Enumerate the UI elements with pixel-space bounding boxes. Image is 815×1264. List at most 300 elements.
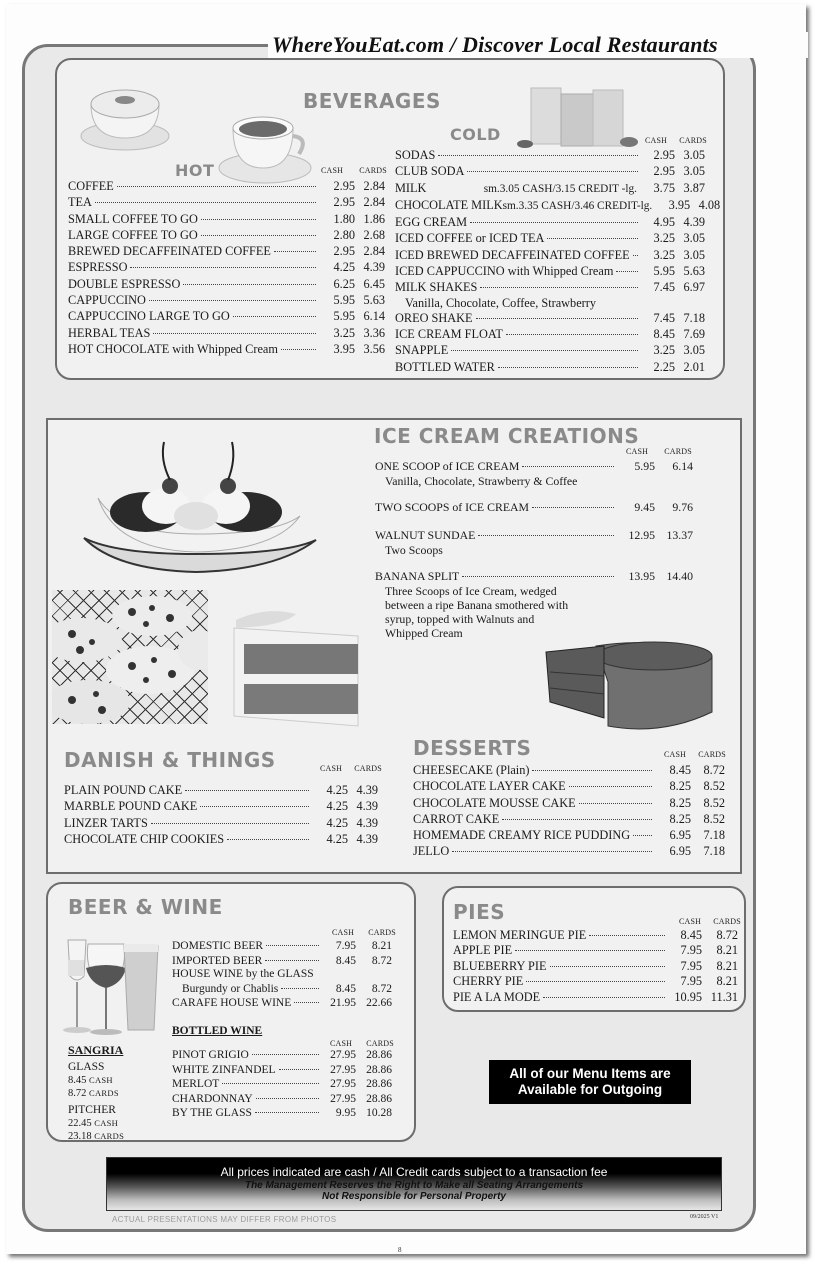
hot-title: HOT (175, 161, 215, 180)
cards-header: CARDS (354, 764, 382, 773)
menu-item-name: CHOCOLATE LAYER CAKE (413, 779, 566, 794)
card-price: 8.21 (716, 958, 738, 973)
cards-header: CARDS (368, 928, 396, 937)
outgoing-notice: All of our Menu Items are Available for Outgoing (489, 1060, 691, 1104)
dot-leader (476, 309, 638, 319)
menu-item-name: OREO SHAKE (395, 310, 473, 325)
menu-item-row (68, 194, 385, 210)
menu-item-row (413, 762, 725, 778)
menu-item-row (413, 843, 725, 859)
card-price: 4.39 (356, 783, 378, 797)
card-price: 6.45 (363, 276, 385, 291)
desserts-title: DESSERTS (413, 736, 532, 760)
cash-price: 5.95 (634, 459, 655, 473)
cash-header: CASH (679, 917, 702, 926)
dot-leader (294, 993, 319, 1003)
danish-title: DANISH & THINGS (64, 748, 276, 772)
card-price: 13.37 (666, 527, 693, 542)
espresso-cup-icon (217, 98, 317, 188)
menu-item-row (172, 1106, 392, 1121)
cash-price: 10.95 (674, 989, 702, 1004)
dot-leader (130, 258, 316, 268)
footer-property-note: Not Responsible for Personal Property (322, 1191, 506, 1202)
cash-price: 7.45 (653, 310, 675, 325)
sangria-block (68, 1044, 124, 1143)
cash-price: 6.95 (669, 828, 691, 843)
menu-item-description: Two Scoops (385, 542, 443, 557)
menu-item-name: CHERRY PIE (453, 974, 524, 989)
dot-leader (480, 278, 638, 288)
cash-price: 27.95 (330, 1078, 356, 1090)
dot-leader (149, 291, 316, 301)
dot-leader (438, 146, 638, 156)
card-price: 10.28 (366, 1107, 392, 1119)
menu-item-name: ICE CREAM FLOAT (395, 326, 503, 341)
dot-leader (502, 810, 652, 820)
card-price: 8.72 (371, 982, 392, 995)
cash-price: 7.45 (653, 280, 675, 295)
ice-cream-column-headers (626, 447, 692, 456)
sangria-glass-cash: 8.45 CASH (68, 1075, 113, 1086)
menu-item-name: BLUEBERRY PIE (453, 958, 547, 973)
cash-header: CASH (332, 928, 355, 937)
card-price: 8.21 (371, 940, 392, 952)
card-price: 3.05 (683, 164, 705, 179)
menu-item-name: ONE SCOOP of ICE CREAM (375, 459, 520, 473)
dot-leader (222, 1074, 319, 1084)
cash-price: 8.45 (335, 954, 356, 967)
card-price: 3.36 (363, 325, 385, 340)
dot-leader (255, 1103, 319, 1113)
menu-item-row (413, 795, 725, 811)
banana-split-image (76, 430, 320, 580)
dot-leader (185, 781, 309, 791)
dot-leader (589, 926, 665, 936)
menu-item-name: JELLO (413, 844, 450, 859)
card-price: 4.39 (356, 815, 378, 830)
dot-leader (506, 325, 638, 335)
cash-price: 5.95 (333, 293, 355, 308)
card-price: 28.86 (366, 1078, 392, 1090)
version-label: 09/2025 V1 (690, 1214, 719, 1220)
dot-leader (569, 777, 652, 787)
cash-price: 6.95 (669, 844, 691, 859)
cash-header: CASH (320, 764, 343, 773)
beer-wine-title: BEER & WINE (68, 895, 223, 919)
dot-leader (451, 341, 638, 351)
card-price: 14.40 (666, 568, 693, 583)
menu-item-name: MILK (395, 180, 427, 195)
card-price: 5.63 (363, 293, 385, 308)
desserts-panel (46, 418, 742, 874)
menu-item-row (68, 211, 385, 227)
card-price: 11.31 (710, 989, 738, 1004)
dot-leader (274, 242, 316, 252)
dot-leader (467, 162, 638, 172)
menu-item-name: CHOCOLATE MOUSSE CAKE (413, 795, 576, 810)
menu-item-row (68, 276, 385, 292)
menu-item-name: MILK SHAKES (395, 280, 478, 295)
cash-price: 7.95 (680, 943, 702, 958)
card-price: 4.39 (356, 831, 378, 846)
menu-item-row (64, 782, 378, 798)
cash-price: 8.45 (680, 928, 702, 942)
menu-item-row (413, 811, 725, 827)
menu-item-row (375, 568, 693, 584)
menu-item-name: MARBLE POUND CAKE (64, 799, 198, 814)
chocolate-cake-image (542, 632, 720, 742)
menu-item-row (68, 178, 385, 194)
menu-item-description: Three Scoops of Ice Cream, wedged (385, 584, 557, 599)
menu-item-description: between a ripe Banana smothered with (385, 598, 569, 613)
menu-item-name: TEA (68, 195, 92, 210)
menu-item-name: CAPPUCCINO (68, 293, 146, 308)
card-price: 22.66 (366, 997, 392, 1009)
cash-price: 4.25 (326, 815, 348, 830)
card-price: 6.14 (363, 309, 385, 324)
cash-price: 13.95 (628, 568, 655, 583)
cash-header: CASH (664, 750, 687, 759)
menu-item-row (375, 458, 693, 474)
menu-item-row (68, 243, 385, 259)
cash-price: 7.95 (335, 940, 356, 952)
cappuccino-cup-icon (77, 76, 173, 156)
site-header-title: WhereYouEat.com / Discover Local Restaurants (268, 32, 808, 58)
menu-item-row (395, 247, 705, 263)
dot-leader (616, 262, 638, 272)
cards-header: CARDS (713, 917, 741, 926)
menu-item-name: ICED BREWED DECAFFEINATED COFFEE (395, 247, 630, 262)
card-price: 8.52 (703, 795, 725, 810)
menu-item-name: CAPPUCCINO LARGE TO GO (68, 309, 230, 324)
ice-cream-creations-title: ICE CREAM CREATIONS (374, 424, 640, 448)
cold-title: COLD (450, 125, 501, 144)
cash-price: 5.95 (333, 309, 355, 324)
cash-price: 2.95 (653, 164, 675, 179)
card-price: 8.52 (703, 779, 725, 794)
cash-price: 1.80 (333, 211, 355, 226)
sangria-pitcher-label: PITCHER (68, 1104, 116, 1116)
cash-price: 3.75 (653, 180, 675, 195)
danish-column-headers (320, 764, 382, 773)
menu-item-description: Vanilla, Chocolate, Strawberry & Coffee (385, 474, 578, 489)
pies-title: PIES (453, 900, 506, 924)
cold-beverages-list (395, 147, 721, 375)
cash-price: 8.45 (335, 982, 356, 995)
cash-price: 4.95 (653, 215, 675, 230)
menu-item-row (395, 326, 705, 342)
cash-price: 8.25 (669, 811, 691, 826)
menu-item-name: MERLOT (172, 1078, 220, 1090)
menu-item-name: SMALL COFFEE TO GO (68, 211, 198, 226)
menu-item-name: BOTTLED WATER (395, 359, 495, 374)
cash-price: 21.95 (330, 997, 356, 1009)
menu-item-row (395, 279, 705, 295)
footer-seating-note: The Management Reserves the Right to Make all Seating Arrangements (244, 1180, 584, 1191)
card-price: 8.72 (703, 763, 725, 777)
menu-item-name: HOMEMADE CREAMY RICE PUDDING (413, 828, 631, 843)
menu-item-name: ICED CAPPUCCINO with Whipped Cream (395, 264, 614, 279)
menu-item-description: syrup, topped with Walnuts and (385, 612, 535, 627)
cash-price: 27.95 (330, 1092, 356, 1105)
dot-leader (547, 229, 638, 239)
menu-item-row (413, 778, 725, 794)
cash-header: CASH (645, 136, 668, 145)
card-price: 3.87 (683, 180, 705, 195)
menu-item-name: PINOT GRIGIO (172, 1049, 249, 1061)
dot-leader (532, 498, 614, 508)
dot-leader (151, 814, 309, 824)
cards-header: CARDS (664, 447, 692, 456)
dot-leader (498, 358, 638, 368)
card-price: 28.86 (366, 1063, 392, 1076)
card-price: 3.05 (683, 343, 705, 358)
menu-item-name: BANANA SPLIT (375, 568, 460, 583)
card-price: 3.05 (683, 231, 705, 246)
menu-item-name: LINZER TARTS (64, 815, 148, 830)
menu-item-name: HOT CHOCOLATE with Whipped Cream (68, 341, 278, 356)
dot-leader (201, 226, 316, 236)
menu-item-row (68, 341, 385, 357)
hot-column-headers (321, 166, 387, 175)
cards-header: CARDS (698, 750, 726, 759)
beverages-panel (55, 58, 725, 380)
card-price: 7.18 (683, 310, 705, 325)
cash-price: 3.25 (653, 231, 675, 246)
menu-item-row (395, 147, 705, 163)
dot-leader (633, 246, 638, 256)
menu-item-name: CHOCOLATE CHIP COOKIES (64, 831, 225, 846)
cash-header: CASH (626, 447, 649, 456)
menu-item-row (68, 292, 385, 308)
cash-price: 5.95 (653, 264, 675, 279)
menu-item-name: SODAS (395, 148, 436, 162)
cash-price: 4.25 (326, 783, 348, 797)
page-number: 8 (398, 1246, 402, 1254)
card-price: 9.76 (672, 500, 693, 515)
pies-list (453, 928, 738, 1005)
cash-price: 2.80 (333, 227, 355, 242)
card-price: 8.72 (716, 928, 738, 942)
menu-item-name: COFFEE (68, 179, 114, 193)
cash-price: 27.95 (330, 1049, 356, 1061)
ice-cream-list (375, 458, 693, 640)
dot-leader (153, 324, 316, 334)
dot-leader (256, 1089, 319, 1099)
cash-price: 3.25 (653, 343, 675, 358)
cash-price: 3.25 (333, 325, 355, 340)
cash-price: 4.25 (333, 260, 355, 275)
card-price: 4.39 (683, 215, 705, 230)
dot-leader (265, 951, 319, 961)
desserts-column-headers (664, 750, 726, 759)
menu-item-row (172, 982, 392, 997)
card-price: 4.39 (363, 260, 385, 275)
menu-item-name: CHEESECAKE (Plain) (413, 763, 530, 777)
cash-price: 8.45 (669, 763, 691, 777)
dot-leader (526, 972, 665, 982)
dot-leader (532, 761, 652, 771)
card-price: 6.97 (683, 280, 705, 295)
bottled-wine-column-headers (330, 1039, 394, 1048)
dot-leader (117, 177, 316, 187)
card-price: 8.52 (703, 811, 725, 826)
menu-item-name: CARROT CAKE (413, 811, 500, 826)
cash-price: 27.95 (330, 1063, 356, 1076)
bottled-wine-list (172, 1048, 392, 1121)
menu-item-name: DOMESTIC BEER (172, 940, 264, 952)
wine-beer-glasses-image (62, 932, 162, 1036)
card-price: 2.84 (363, 179, 385, 193)
cash-price: 3.95 (668, 197, 691, 212)
menu-item-name: Burgundy or Chablis (182, 982, 279, 995)
cash-price: 2.95 (333, 244, 355, 259)
cash-price: 8.45 (653, 326, 675, 341)
menu-item-row (68, 308, 385, 324)
dot-leader (227, 830, 309, 840)
menu-item-name: WALNUT SUNDAE (375, 527, 476, 542)
card-price: 3.05 (683, 148, 705, 162)
menu-item-row (395, 163, 705, 179)
menu-item-name: ESPRESSO (68, 260, 128, 275)
menu-item-row (395, 359, 705, 375)
menu-item-size-detail: sm.3.05 CASH/3.15 CREDIT -lg. (483, 182, 637, 195)
dot-leader (462, 567, 614, 577)
hot-beverages-list (68, 178, 385, 357)
menu-item-row (413, 827, 725, 843)
dot-leader (550, 957, 666, 967)
menu-item-row (395, 197, 721, 214)
card-price: 1.86 (363, 211, 385, 226)
cash-price: 8.25 (669, 795, 691, 810)
menu-item-name: CARAFE HOUSE WINE (172, 997, 292, 1009)
sangria-pitcher-cards: 23.18 CARDS (68, 1131, 125, 1142)
cash-price: 12.95 (628, 527, 655, 542)
menu-item-row (395, 310, 705, 326)
dot-leader (452, 842, 652, 852)
cash-price: 6.25 (333, 276, 355, 291)
menu-item-name: IMPORTED BEER (172, 954, 263, 967)
card-price: 2.68 (363, 227, 385, 242)
footer-banner (106, 1157, 722, 1211)
beer-wine-panel (46, 882, 416, 1142)
menu-item-name: PLAIN POUND CAKE (64, 783, 183, 797)
menu-item-name: LEMON MERINGUE PIE (453, 928, 587, 942)
sangria-glass-cards: 8.72 CARDS (68, 1088, 119, 1099)
menu-item-name: CHARDONNAY (172, 1092, 253, 1105)
danish-list (64, 782, 378, 847)
dot-leader (266, 936, 319, 946)
menu-item-row (68, 259, 385, 275)
cash-price: 7.95 (680, 958, 702, 973)
card-price: 7.18 (703, 828, 725, 843)
cash-price: 2.95 (653, 148, 675, 162)
menu-item-row (395, 230, 705, 246)
cash-price: 8.25 (669, 779, 691, 794)
cards-header: CARDS (359, 166, 387, 175)
menu-item-description: Whipped Cream (385, 626, 463, 641)
cash-price: 2.95 (333, 195, 355, 210)
menu-item-size-detail: sm.3.35 CASH/3.46 CREDIT-lg. (502, 199, 653, 212)
menu-item-name: WHITE ZINFANDEL (172, 1063, 276, 1076)
dot-leader (579, 794, 652, 804)
card-price: 2.84 (363, 244, 385, 259)
card-price: 8.72 (371, 954, 392, 967)
menu-item-row (395, 263, 705, 279)
menu-item-row (68, 227, 385, 243)
menu-item-name: CHOCOLATE MILK (395, 197, 503, 212)
card-price: 5.63 (683, 264, 705, 279)
dot-leader (233, 307, 316, 317)
sangria-title: SANGRIA (68, 1043, 124, 1057)
dot-leader (543, 988, 665, 998)
cash-price: 9.95 (335, 1107, 356, 1119)
dot-leader (470, 213, 638, 223)
dot-leader (515, 941, 665, 951)
card-price: 7.18 (703, 844, 725, 859)
cash-price: 7.95 (680, 974, 702, 989)
cards-header: CARDS (679, 136, 707, 145)
cash-price: 3.25 (653, 247, 675, 262)
menu-item-name: TWO SCOOPS of ICE CREAM (375, 500, 530, 515)
card-price: 8.21 (716, 974, 738, 989)
beverages-title: BEVERAGES (303, 89, 441, 113)
beer-wine-list (172, 939, 392, 1011)
menu-item-name: LARGE COFFEE TO GO (68, 227, 198, 242)
dot-leader (279, 1060, 319, 1070)
sangria-glass-label: GLASS (68, 1061, 105, 1073)
menu-item-row (375, 527, 693, 543)
dot-leader (200, 797, 309, 807)
menu-item-name: BREWED DECAFFEINATED COFFEE (68, 244, 271, 259)
dot-leader (201, 210, 316, 220)
card-price: 28.86 (366, 1092, 392, 1105)
cards-header: CARDS (366, 1039, 394, 1048)
dot-leader (522, 457, 614, 467)
menu-item-row (395, 342, 705, 358)
menu-item-row (395, 180, 705, 197)
menu-item-name: ICED COFFEE or ICED TEA (395, 231, 545, 246)
dot-leader (252, 1045, 319, 1055)
menu-item-name: EGG CREAM (395, 215, 468, 230)
menu-item-name: BY THE GLASS (172, 1107, 252, 1119)
card-price: 2.01 (683, 359, 705, 374)
menu-item-name: DOUBLE ESPRESSO (68, 276, 181, 291)
cash-price: 4.25 (326, 831, 348, 846)
dot-leader (281, 979, 319, 989)
menu-item-name: PIE A LA MODE (453, 989, 541, 1004)
desserts-list (413, 762, 725, 860)
menu-item-name: HERBAL TEAS (68, 325, 151, 340)
footer-pricing-note: All prices indicated are cash / All Credit cards subject to a transaction fee (220, 1165, 608, 1179)
card-price: 2.84 (363, 195, 385, 210)
pies-panel (442, 886, 746, 1012)
pies-column-headers (679, 917, 741, 926)
cash-price: 9.45 (634, 500, 655, 515)
dot-leader (95, 193, 316, 203)
menu-item-row (64, 798, 378, 814)
cash-header: CASH (330, 1039, 353, 1048)
menu-item-row (172, 996, 392, 1011)
menu-item-name: APPLE PIE (453, 943, 513, 958)
dot-leader (633, 826, 652, 836)
cash-price: 4.25 (326, 799, 348, 814)
cash-price: 2.25 (653, 359, 675, 374)
dot-leader (478, 526, 614, 536)
card-price: 3.56 (363, 341, 385, 356)
dot-leader (183, 275, 316, 285)
card-price: 28.86 (366, 1049, 392, 1061)
